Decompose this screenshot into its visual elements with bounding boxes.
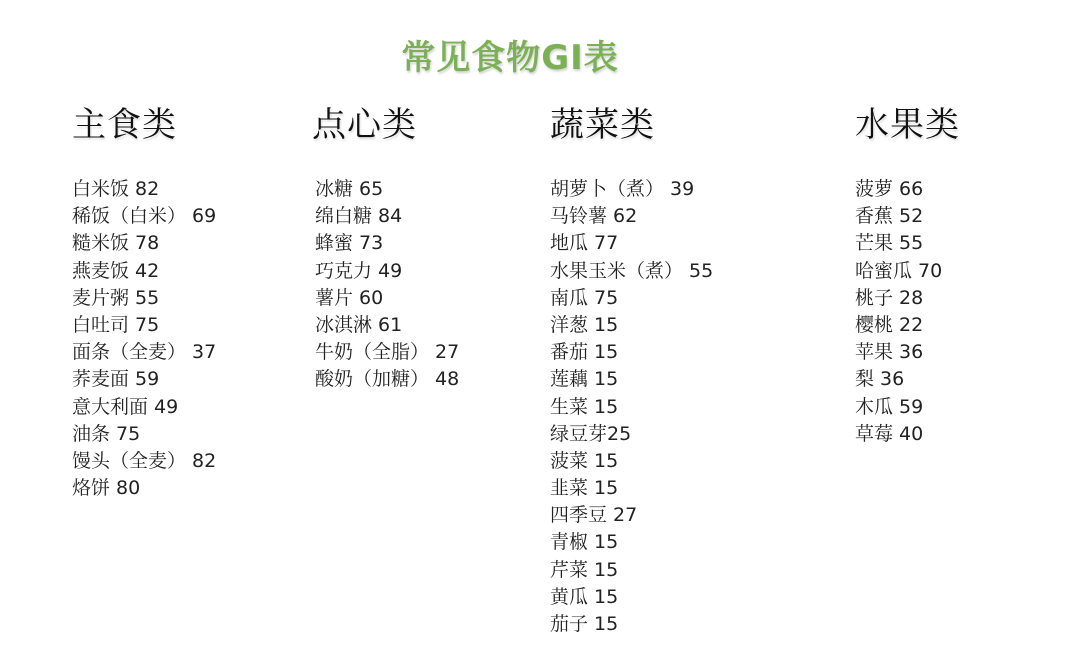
- food-item: 白米饭 82: [72, 178, 160, 200]
- food-item: 巧克力 49: [315, 259, 403, 282]
- food-item: 生菜 15: [550, 395, 619, 418]
- food-item: 菠萝 66: [855, 178, 924, 200]
- food-item: 面条（全麦） 37: [72, 341, 217, 364]
- food-item: 燕麦饭 42: [72, 259, 160, 282]
- food-item: 青椒 15: [550, 531, 619, 554]
- column-heading: 蔬菜类: [550, 105, 655, 145]
- food-item: 麦片粥 55: [72, 286, 160, 309]
- food-item: 牛奶（全脂） 27: [315, 341, 460, 364]
- food-item: 番茄 15: [550, 341, 619, 364]
- food-item: 绵白糖 84: [315, 205, 403, 228]
- food-item: 四季豆 27: [550, 504, 638, 527]
- column-vegetables: [550, 100, 713, 638]
- food-item: 稀饭（白米） 69: [72, 205, 217, 228]
- page-title: 常见食物GI表: [401, 38, 619, 78]
- food-item: 油条 75: [72, 422, 141, 445]
- food-item: 菠菜 15: [550, 449, 619, 472]
- food-item: 黄瓜 15: [550, 585, 619, 608]
- food-item: 冰淇淋 61: [315, 313, 403, 336]
- food-item: 胡萝卜（煮） 39: [550, 178, 695, 200]
- food-item: 地瓜 77: [550, 232, 619, 255]
- food-item: 白吐司 75: [72, 313, 160, 336]
- food-item: 芹菜 15: [550, 558, 619, 581]
- food-item: 冰糖 65: [315, 178, 384, 200]
- food-item: 蜂蜜 73: [315, 232, 384, 255]
- food-item: 水果玉米（煮） 55: [550, 259, 714, 282]
- food-item: 哈蜜瓜 70: [855, 259, 943, 282]
- food-item: 馒头（全麦） 82: [72, 449, 217, 472]
- food-item: 荞麦面 59: [72, 368, 160, 391]
- food-item: 绿豆芽25: [550, 422, 632, 445]
- food-item: 韭菜 15: [550, 477, 619, 500]
- food-list: [550, 176, 713, 638]
- column-heading: 主食类: [72, 105, 177, 145]
- food-item: 洋葱 15: [550, 313, 619, 336]
- food-item: 樱桃 22: [855, 313, 924, 336]
- food-item: 薯片 60: [315, 286, 384, 309]
- food-item: 南瓜 75: [550, 286, 619, 309]
- column-heading: 点心类: [312, 105, 417, 145]
- food-list: [72, 176, 216, 502]
- food-item: 芒果 55: [855, 232, 924, 255]
- food-item: 梨 36: [855, 368, 905, 391]
- food-item: 草莓 40: [855, 422, 924, 445]
- column-heading: 水果类: [855, 105, 960, 145]
- food-list: [315, 176, 459, 394]
- food-item: 意大利面 49: [72, 395, 179, 418]
- food-list: [855, 176, 960, 448]
- food-item: 茄子 15: [550, 613, 619, 635]
- column-snacks: [312, 100, 459, 394]
- food-item: 木瓜 59: [855, 395, 924, 418]
- food-item: 酸奶（加糖） 48: [315, 368, 460, 391]
- food-item: 莲藕 15: [550, 368, 619, 391]
- food-item: 香蕉 52: [855, 205, 924, 228]
- food-item: 马铃薯 62: [550, 205, 638, 228]
- column-fruits: [855, 100, 960, 448]
- food-item: 桃子 28: [855, 286, 924, 309]
- food-item: 糙米饭 78: [72, 232, 160, 255]
- column-staple-foods: [72, 100, 216, 502]
- food-item: 苹果 36: [855, 341, 924, 364]
- food-item: 烙饼 80: [72, 477, 141, 500]
